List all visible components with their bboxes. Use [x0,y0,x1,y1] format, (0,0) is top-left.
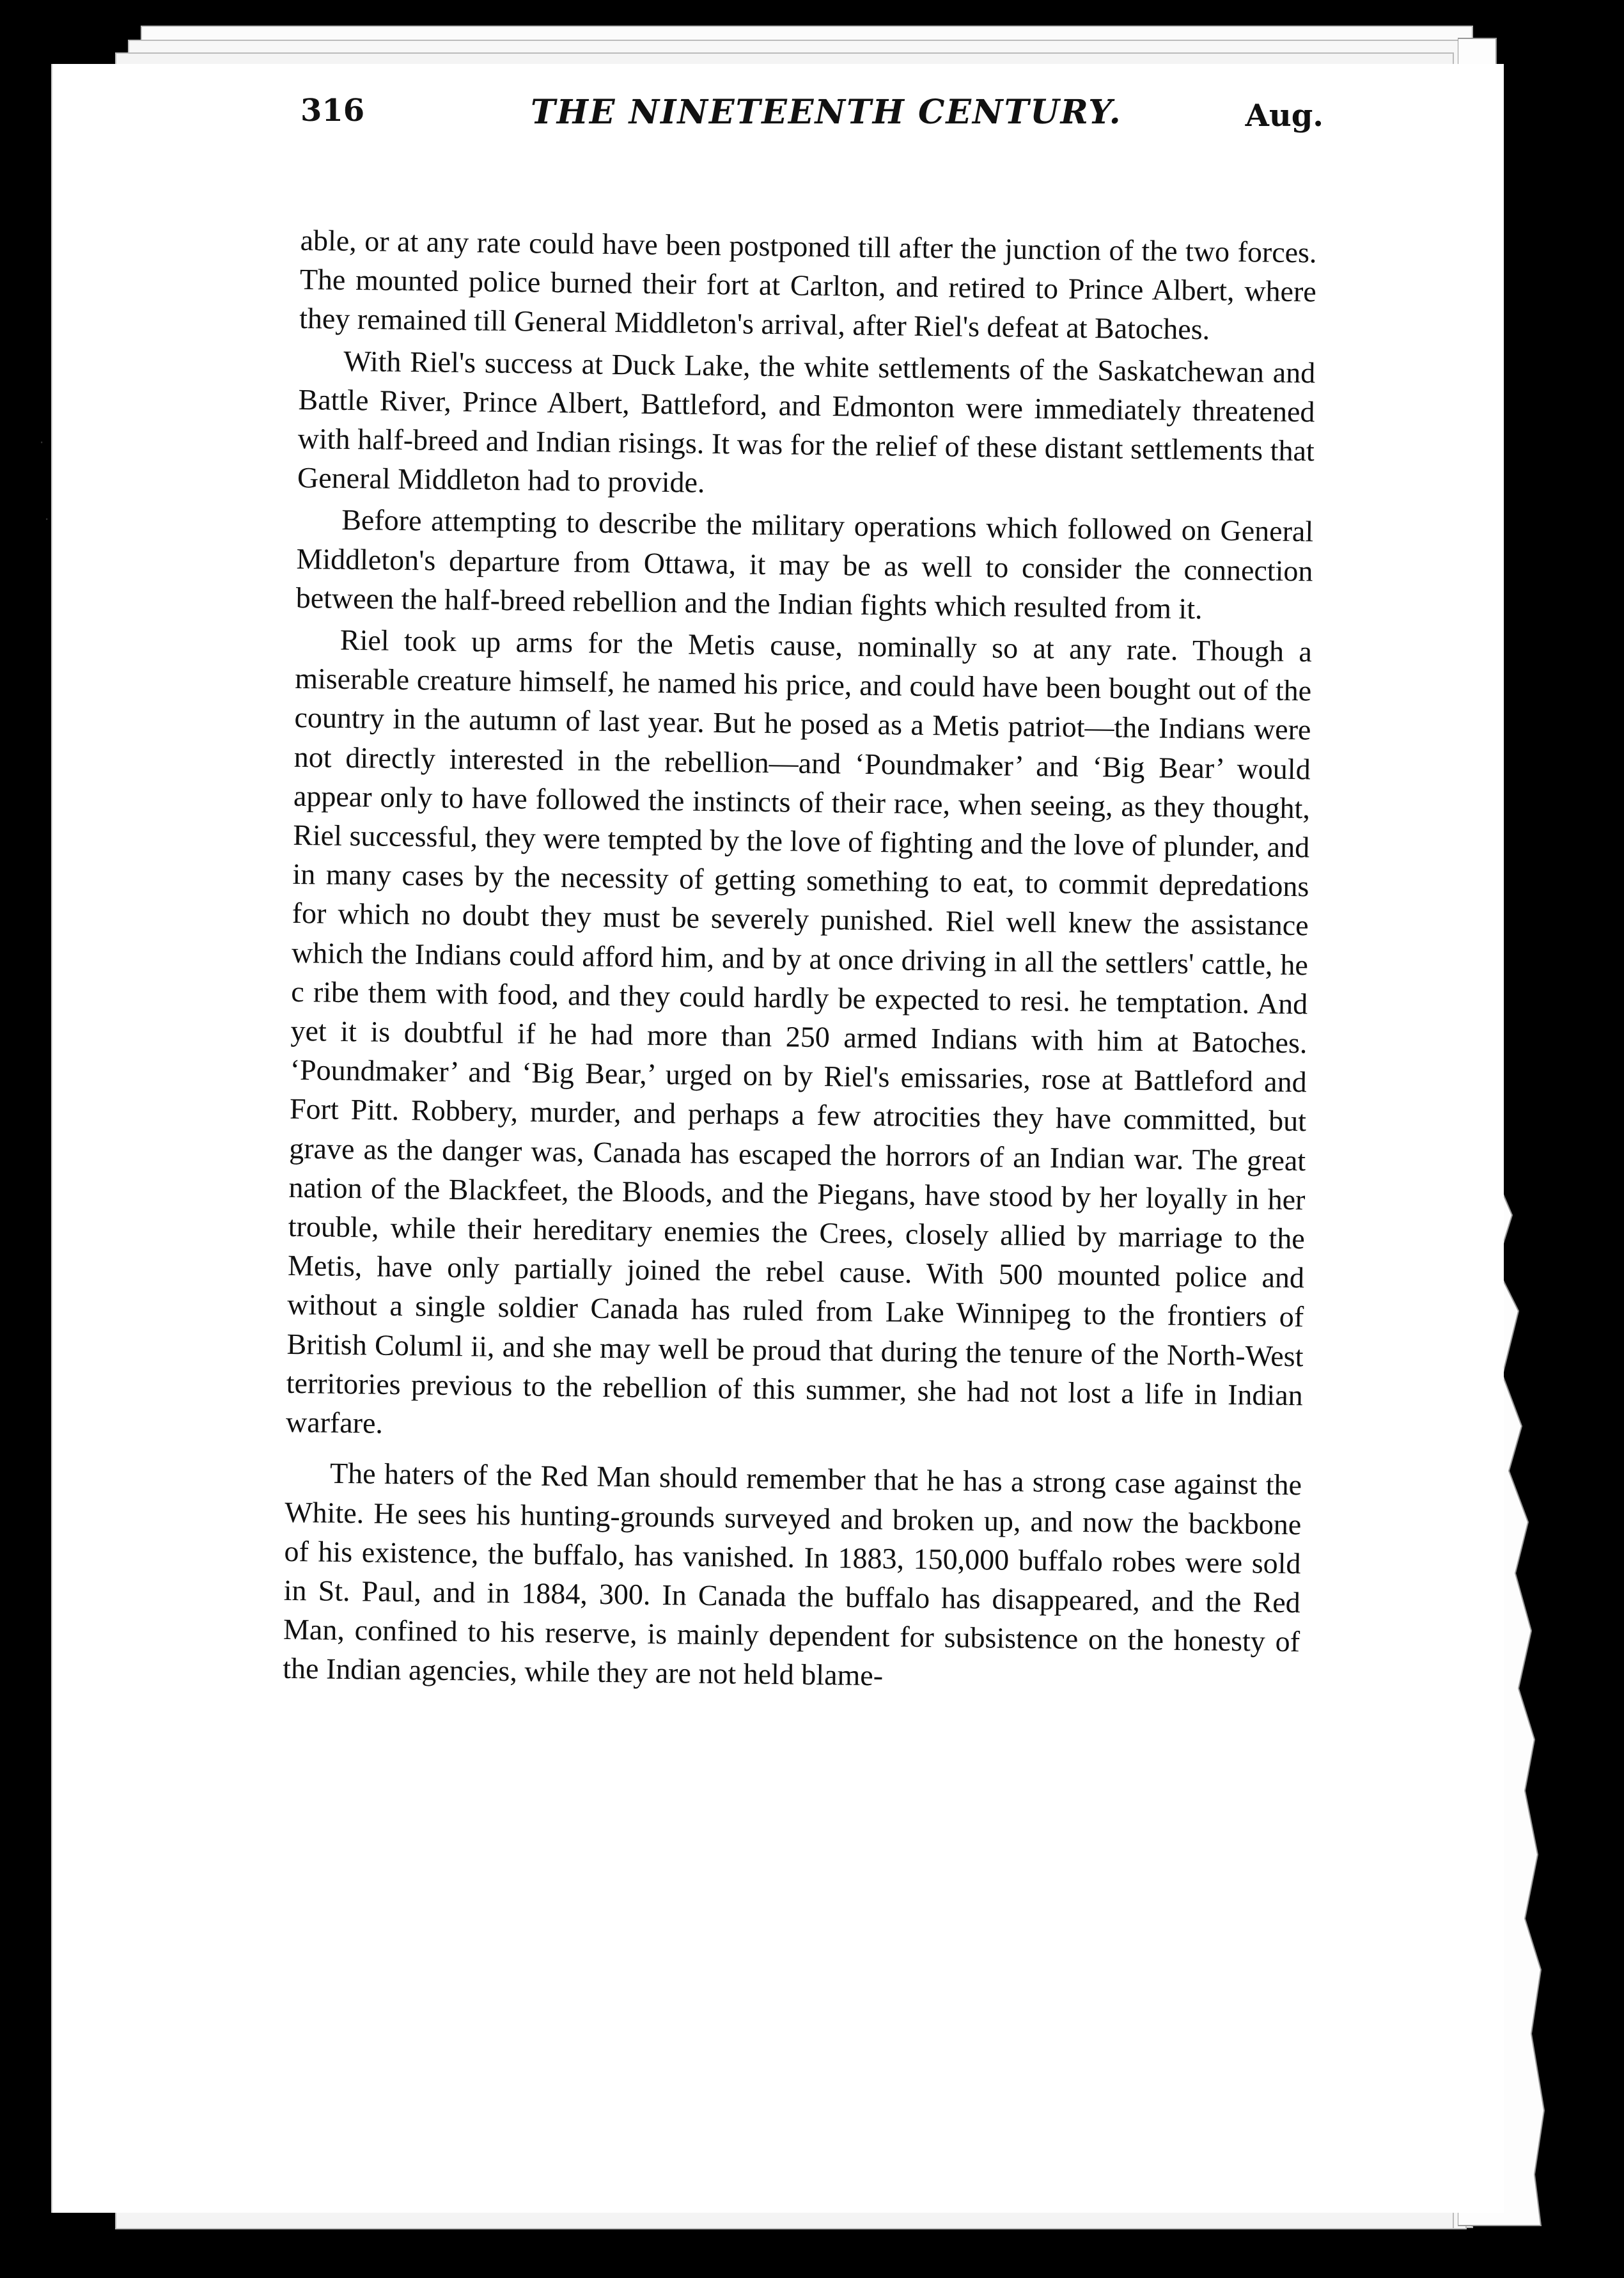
page-header [301,86,1323,144]
paragraph: able, or at any rate could have been postponed till after the junction of the two forces. The mounted police burned their fort at Carlton, and retired to Prince Albert, where they remained till General Middleton's arrival, after Riel's defeat at Batoches. [299,223,1317,346]
running-title: THE NINETEENTH CENTURY. [531,93,1122,132]
paragraph: The haters of the Red Man should remember that he has a strong case against the White. He sees his hunting-grounds surveyed and broken up, and now the backbone of his existence, the buffalo, has vanished. In 1883, 150,000 buffalo robes were sold in St. Paul, and in 1884, 300. In Canada the buffalo has disappeared, and the Red Man, confined to his reserve, is mainly dependent for subsistence on the honesty of the Indian agencies, while they are not held blame- [283,1457,1302,1692]
paragraph: Before attempting to describe the military operations which followed on General Middleton's departure from Ottawa, it may be as well to consider the connection between the half-breed rebellion and the Indian fights which resulted from it. [295,503,1314,625]
page-number: 316 [301,93,365,129]
paragraph: With Riel's success at Duck Lake, the white settlements of the Saskatchewan and Battle River, Prince Albert, Battleford, and Edmonton were immediately threatened with half-breed and Indian risings. It was for the relief of these distant settlements that General Middleton had to provide. [297,344,1316,499]
scan-speck: · [45,512,49,527]
body-text [283,221,1317,1701]
header-month: Aug. [1245,98,1323,134]
scan-speck: · [40,435,44,450]
paragraph: Riel took up arms for the Metis cause, nominally so at any rate. Though a miserable creature himself, he named his price, and could have been bought out of the country in the autumn of last year. But he posed as a Metis patriot—the Indians were not directly interested in the rebellion—and ‘Poundmaker’ and ‘Big Bear’ would appear only to have followed the instincts of their race, when seeing, as they thought, Riel successful, they were tempted by the love of fighting and the love of plunder, and in many cases by the necessity of getting something to eat, to commit depredations for which no doubt they must be severely punished. Riel well knew the assistance which the Indians could afford him, and by at once driving in all the settlers' cattle, he c ribe them with food, and they could hardly be expected to resi. he temptation. And yet it is doubtful if he had more than 250 armed Indians with him at Batoches. ‘Poundmaker’ and ‘Big Bear,’ urged on by Riel's emissaries, rose at Battleford and Fort Pitt. Robbery, murder, and perhaps a few atrocities they have committed, but grave as the danger was, Canada has escaped the horrors of an Indian war. The great nation of the Blackfeet, the Bloods, and the Piegans, have stood by her loyally in her trouble, while their hereditary enemies the Crees, closely allied by marriage to the Metis, have only partially joined the rebel cause. With 500 mounted police and without a single soldier Canada has ruled from Lake Winnipeg to the frontiers of British Columl ii, and she may well be proud that during the tenure of the North-West territories previous to the rebellion of this summer, she had not lost a life in Indian warfare. [285,623,1313,1440]
